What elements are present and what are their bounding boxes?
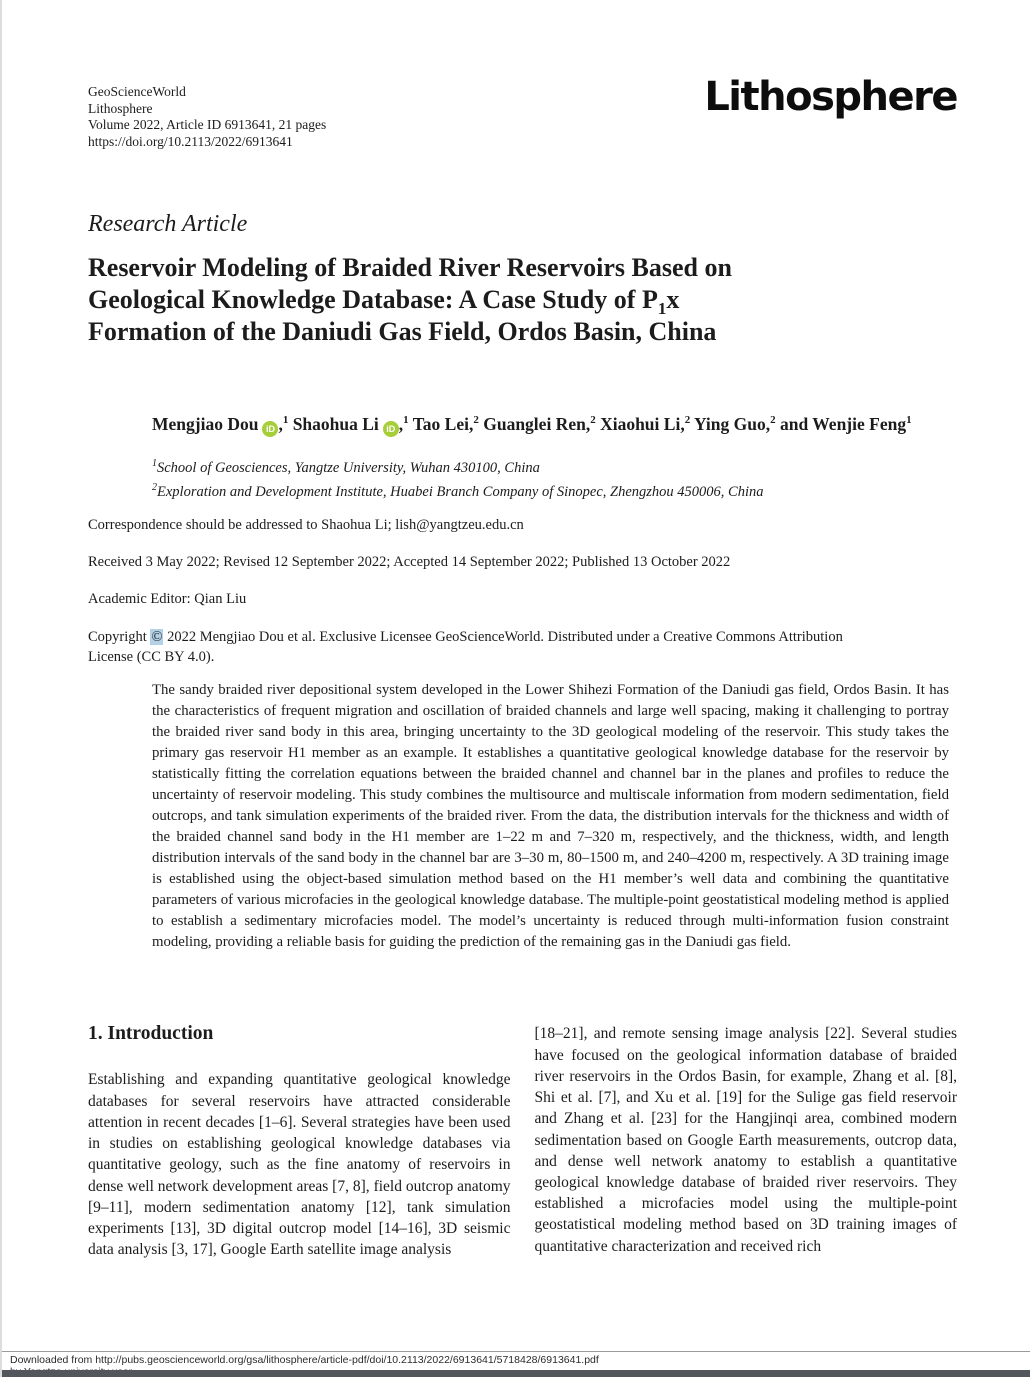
author-list (152, 406, 947, 438)
left-column (88, 1023, 511, 1260)
article-type-label: Research Article (88, 211, 248, 237)
academic-editor-line: Academic Editor: Qian Liu (88, 591, 247, 608)
abstract-paragraph: The sandy braided river depositional system developed in the Lower Shihezi Formation of the Daniudi gas field, Ordos Basin. It has the characteristics of frequent migration and oscillation of braided channels and large well spacing, making it challenging to portray the braided river sand body in this area, bringing uncertainty to the 3D geological modeling of the reservoir. This study takes the primary gas reservoir H1 member as an example. It establishes a quantitative geological knowledge database for the reservoir by statistically fitting the correlation equations between the braided channel and channel bar in the planes and profiles to reduce the uncertainty of reservoir modeling. This study combines the multisource and multiscale information from modern sedimentation, field outcrops, and tank simulation experiments of the braided river. From the data, the distribution intervals for the thickness and width of the braided channel sand body in the H1 member are 1–22 m and 7–320 m, respectively, and the thickness, width, and length distribution intervals of the sand body in the channel bar are 3–30 m, 80–1500 m, and 240–4200 m, respectively. A 3D training image is established using the object-based simulation method based on the H1 member’s well data and combining the quantitative parameters of various microfacies in the geological knowledge database. The multiple-point geostatistical modeling method is applied to establish a sedimentary microfacies model. The model’s uncertainty is reduced through multi-information fusion constraint modeling, providing a reliable basis for guiding the prediction of the remaining gas in the Daniudi gas field. (152, 682, 949, 951)
copyright-line: Copyright © 2022 Mengjiao Dou et al. Exclusive Licensee GeoScienceWorld. Distributed under a Creative Commons Attribution License (CC BY 4.0). (88, 629, 843, 666)
volume-line: Volume 2022, Article ID 6913641, 21 pages (88, 117, 327, 132)
author: Ying Guo,$^2$ (693, 413, 776, 434)
article-title (88, 252, 957, 348)
author: Shaohua Li iD ,$^1$ (293, 414, 409, 434)
copyright-symbol-highlighted: © (151, 629, 163, 646)
author: Mengjiao Dou iD ,$^1$ (152, 414, 288, 434)
publisher-name: GeoScienceWorld (88, 84, 186, 99)
title-subscript: 1 (657, 299, 667, 319)
affiliation: $^1$School of Geosciences, Yangtze University, Wuhan 430100, China (152, 457, 540, 476)
page-header (88, 74, 957, 150)
title-line-3: Formation of the Daniudi Gas Field, Ordos Basin, China (88, 317, 717, 346)
author: Xiaohui Li,$^2$ (600, 413, 691, 434)
affiliation: $^2$Exploration and Development Institute, Huabei Branch Company of Sinopec, Zhengzhou 450006, China (152, 481, 764, 500)
affiliation-list (152, 454, 949, 502)
author: and Wenjie Feng$^1$ (780, 413, 912, 434)
author: Tao Lei,$^2$ (412, 413, 479, 434)
viewer-bottom-bar (2, 1370, 1030, 1377)
intro-paragraph-left: Establishing and expanding quantitative geological knowledge databases for several reservoirs have attracted considerable attention in recent decades [1–6]. Several strategies have been used in studies on establishing geological knowledge databases via quantitative geology, such as the fine anatomy of reservoirs in dense well network development areas [7, 8], field outcrop anatomy [9–11], modern sedimentation anatomy [12], tank simulation experiments [13], 3D digital outcrop model [14–16], 3D seismic data analysis [3, 17], Google Earth satellite image analysis (88, 1071, 511, 1259)
article-history-line: Received 3 May 2022; Revised 12 September 2022; Accepted 14 September 2022; Published 13 October 2022 (88, 554, 731, 571)
journal-logo: Lithosphere (704, 74, 957, 120)
correspondence-line: Correspondence should be addressed to Shaohua Li; lish@yangtzeu.edu.cn (88, 517, 524, 534)
doi-link[interactable]: https://doi.org/10.2113/2022/6913641 (88, 133, 293, 149)
download-url-line: Downloaded from http://pubs.geoscienceworld.org/gsa/lithosphere/article-pdf/doi/10.2113/2022/6913641/5718428/6913641.pdf (10, 1354, 599, 1366)
orcid-icon[interactable]: iD (262, 421, 278, 437)
author: Guanglei Ren,$^2$ (483, 413, 596, 434)
section-heading-introduction: 1. Introduction (88, 1023, 214, 1045)
title-line-1: Reservoir Modeling of Braided River Reservoirs Based on (88, 253, 732, 282)
intro-paragraph-right: [18–21], and remote sensing image analysis [22]. Several studies have focused on the geological information database of braided river reservoirs in the Ordos Basin, for example, Zhang et al. [8], Shi et al. [7], and Xu et al. [19] for the Sulige gas field reservoir and Zhang et al. [23] for the Hangjinqi area, combined modern sedimentation based on Google Earth measurements, outcrop data, and dense well network anatomy to establish a quantitative geological knowledge database of braided river reservoirs. They established a microfacies model using the multiple-point geostatistical modeling method based on 3D training images of quantitative characterization and received rich (534, 1025, 957, 1255)
right-column (535, 1023, 958, 1260)
two-column-body (88, 1023, 957, 1260)
orcid-icon[interactable]: iD (383, 421, 399, 437)
journal-name: Lithosphere (88, 100, 153, 116)
title-line-2: Geological Knowledge Database: A Case Study of $P_1x$ (88, 285, 680, 319)
